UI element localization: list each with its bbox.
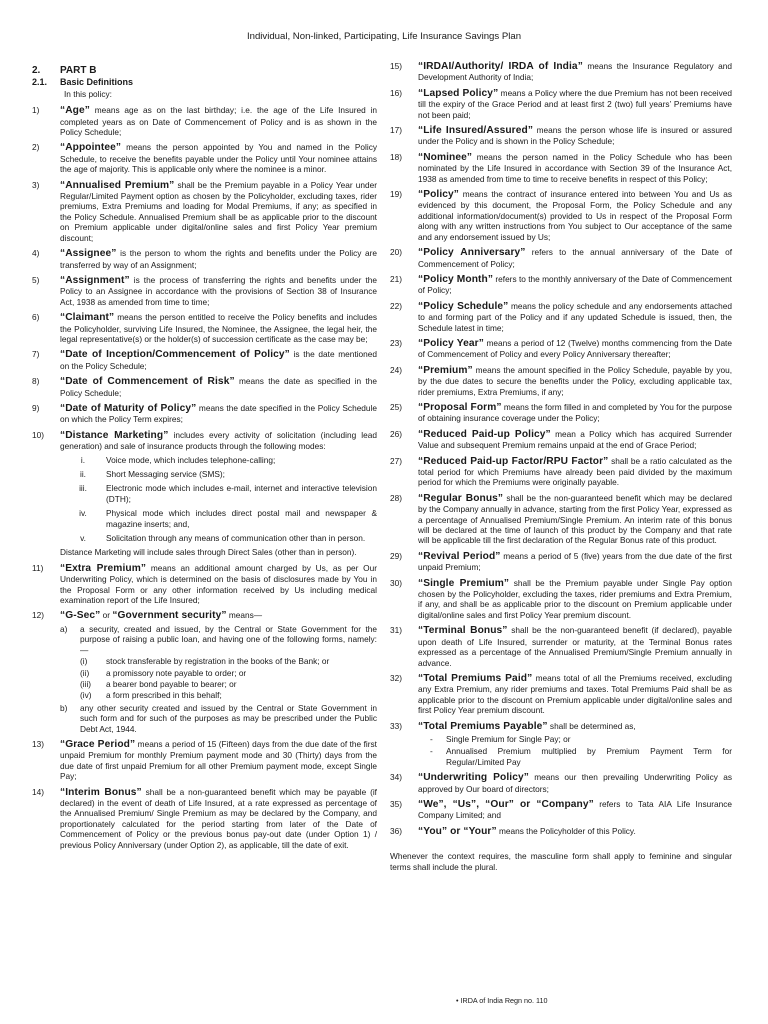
- definition-item: [32, 312, 377, 344]
- definition-text: shall be determined as,: [547, 720, 636, 731]
- definition-text: shall be a non-guaranteed benefit which may be payable (if declared) in the event of death of Life Insured, at a rate expressed as percentage of the Annualised Premium/ Single Premium as may be declared by the Company, and proportionately calculated for the period starting from later of the Date of Commencement of Policy or the previous bonus pay-out date (under Option 1) / previous Policy Anniversary (under Option 2), as applicable, till the date of exit.: [60, 786, 377, 850]
- form-text: a promissory note payable to order; or: [106, 667, 247, 678]
- mode-text: Voice mode, which includes telephone-calling;: [106, 454, 276, 465]
- definition-term: “IRDAI/Authority/ IRDA of India”: [418, 61, 583, 72]
- definition-number: 31): [390, 625, 402, 636]
- definition-item: [390, 721, 732, 768]
- definition-term: “Life Insured/Assured”: [418, 125, 534, 137]
- clause-letter: b): [60, 702, 68, 713]
- definition-number: 23): [390, 337, 402, 348]
- definition-text: means the contract of insurance entered into between You and Us as evidenced by this document, the Proposal Form, the Policy Schedule and any additional information/document(s) provided to Us in respect of the Proposal Form along with any written instructions from You subject to Our acceptance of the same and any endorsement issued by Us;: [418, 189, 732, 242]
- definition-number: 28): [390, 492, 402, 503]
- definition-text: is the date mentioned on the Policy Schedule;: [60, 349, 377, 371]
- definition-term: “Premium”: [418, 364, 473, 376]
- definition-item: [32, 403, 377, 425]
- definition-term-alt: “Government security”: [112, 610, 227, 622]
- dash-marker: -: [430, 733, 433, 744]
- definition-term: “Age”: [60, 105, 90, 117]
- definition-text: means the person appointed by You and named in the Policy Schedule, to receive the benefits payable under the Policy until Your nominee attains the age of majority. This is applicable only where the nominee is a minor.: [60, 142, 377, 175]
- mode-item: [60, 533, 377, 543]
- definition-number: 17): [390, 125, 402, 136]
- subsection-number: 2.1.: [32, 77, 48, 88]
- definition-text: shall be the non-guaranteed benefit which may be declared by the Company annually in advance, starting from the first Policy Year, expressed as a percentage of Annualised Premium/Single Premium. An interim rate of this bonus will be declared at the time of launch of this product by the Company and that rate will be applicable till the first declaration of the Regular Bonus rate of this product.: [418, 492, 732, 546]
- definition-term: “Regular Bonus”: [418, 492, 504, 504]
- definition-text: means the policy schedule and any endorsements attached to and forming part of the Policy and if any updated Schedule is issued, then, the Schedule latest in time;: [418, 300, 732, 333]
- definition-text: means the person whose life is insured or assured under the Policy and is shown in the Policy Schedule;: [418, 125, 732, 147]
- definition-number: 9): [32, 402, 40, 413]
- gsec-form-item: [80, 690, 377, 700]
- definition-number: 14): [32, 786, 44, 797]
- definition-text: means the person named in the Policy Schedule who has been nominated by the Life Insured in accordance with Section 39 of the Insurance Act, 1938 as amended from time to time to receive benefits in respect of this Policy;: [418, 151, 732, 184]
- definition-term: “Terminal Bonus”: [418, 625, 508, 637]
- definition-term: “Lapsed Policy”: [418, 87, 499, 99]
- definition-item: [390, 61, 732, 83]
- definition-term: “Appointee”: [60, 142, 122, 154]
- definition-item: [32, 142, 377, 174]
- definition-term: “Extra Premium”: [60, 562, 147, 574]
- definition-text: mean a Policy which has acquired Surrender Value and subsequent Premium remains unpaid at the end of Grace Period;: [418, 428, 732, 451]
- clause-text: any other security created and issued by the Central or State Government in such form and for such of the purposes as may be prescribed under the Public Debt Act, 1944.: [80, 702, 377, 734]
- definition-term: “You” or “Your”: [418, 825, 497, 837]
- mode-text: Physical mode which includes direct postal mail and newspaper & magazine inserts; and,: [106, 508, 377, 529]
- definition-number: 20): [390, 247, 402, 258]
- definition-item: [32, 248, 377, 270]
- definition-number: 30): [390, 577, 402, 588]
- definition-item: [32, 275, 377, 307]
- definition-number: 33): [390, 720, 402, 731]
- mode-number: i.: [80, 454, 86, 465]
- definition-connector: or: [100, 610, 113, 621]
- definition-item: [390, 402, 732, 424]
- mode-number: iv.: [79, 508, 87, 519]
- definition-item: [390, 578, 732, 621]
- mode-item: [60, 508, 377, 529]
- definition-number: 22): [390, 300, 402, 311]
- definition-item: [390, 772, 732, 794]
- definition-term: “We”, “Us”, “Our” or “Company”: [418, 798, 594, 810]
- definition-number: 3): [32, 179, 40, 190]
- definition-term: “Policy Anniversary”: [418, 247, 526, 259]
- definition-text: means the Policyholder of this Policy.: [496, 825, 636, 836]
- form-number: (i): [80, 656, 88, 667]
- regn-footer: • IRDA of India Regn no. 110: [456, 996, 548, 1005]
- form-number: (ii): [80, 667, 90, 678]
- definition-text: means the person entitled to receive the Policy benefits and includes the Policyholder, surviving Life Insured, the Nominee, the Assignee, the legal heir, the legal representative(s) or the holder(s) of succession certificate as the case may be;: [60, 312, 377, 344]
- mode-number: ii.: [80, 469, 86, 479]
- definition-text: means a period of 15 (Fifteen) days from the due date of the first unpaid Premium for monthly Premium payment mode and 30 (Thirty) days from the due date of first unpaid Premium for all other Premium payment mode, except Single Pay;: [60, 738, 377, 782]
- definition-text: shall be the Premium payable in a Policy Year under Regular/Limited Payment option as chosen by the Policyholder, excluding taxes, rider premiums, Extra Premiums and loading for Modal Premiums, if any; as specified in the Policy Schedule. Annualised Premium shall be as applicable prior to the discount on Premium applicable under digital/online sales and first Policy Year premium discount;: [60, 179, 377, 243]
- definition-item: [390, 493, 732, 546]
- definition-item: [390, 365, 732, 397]
- definition-term: “Total Premiums Payable”: [418, 720, 548, 732]
- definition-item: [32, 610, 377, 733]
- definition-text: means the Insurance Regulatory and Development Authority of India;: [418, 61, 732, 83]
- gsec-form-item: [80, 679, 377, 689]
- mode-text: Short Messaging service (SMS);: [106, 469, 225, 479]
- definition-term: “Claimant”: [60, 312, 115, 324]
- dash-marker: -: [430, 746, 433, 757]
- definition-text: means the date as specified in the Policy Schedule;: [60, 376, 377, 398]
- clause-text: a security, created and issued, by the Central or State Government for the purpose of raising a public loan, and having one of the following forms, namely:—: [80, 623, 377, 655]
- definition-number: 34): [390, 772, 402, 783]
- definition-text: refers to the monthly anniversary of the Date of Commencement of Policy;: [418, 273, 732, 296]
- definition-item: [390, 274, 732, 296]
- definition-text: means our then prevailing Underwriting Policy as approved by Our board of directors;: [418, 772, 732, 794]
- definition-term: “Reduced Paid-up Factor/RPU Factor”: [418, 455, 609, 467]
- form-text: a form prescribed in this behalf;: [106, 690, 222, 701]
- definition-number: 24): [390, 364, 402, 375]
- definition-term: “Single Premium”: [418, 577, 510, 589]
- mode-text: Electronic mode which includes e-mail, internet and interactive television (DTH);: [106, 483, 377, 504]
- definition-item: [390, 673, 732, 716]
- definition-text: means the date specified in the Policy Schedule on which the Policy Term expires;: [60, 402, 377, 425]
- form-text: stock transferable by registration in the books of the Bank; or: [106, 656, 330, 667]
- mode-number: v.: [80, 533, 86, 544]
- definition-text: means a period of 12 (Twelve) months commencing from the Date of Commencement of Policy and every Policy Anniversary thereafter;: [418, 337, 732, 360]
- definition-term: “Distance Marketing”: [60, 429, 169, 441]
- definition-term: “Date of Commencement of Risk”: [60, 376, 235, 388]
- subsection-title: Basic Definitions: [60, 77, 134, 88]
- definition-item: [32, 180, 377, 243]
- closing-paragraph: Whenever the context requires, the masculine form shall apply to feminine and singular terms shall include the plural.: [390, 851, 732, 872]
- definition-text: refers to Tata AIA Life Insurance Company Limited; and: [418, 798, 732, 821]
- subsection-heading: [32, 77, 377, 87]
- definition-item: [390, 247, 732, 269]
- definition-item: [390, 799, 732, 821]
- definition-number: 19): [390, 189, 402, 200]
- form-number: (iv): [80, 690, 92, 701]
- definition-term: “Reduced Paid-up Policy”: [418, 428, 551, 440]
- definition-item: [390, 88, 732, 120]
- mode-item: [60, 455, 377, 465]
- definition-item: [390, 301, 732, 333]
- definition-item: [390, 189, 732, 242]
- total-premiums-payable-item: [418, 746, 732, 767]
- definition-text: shall be a ratio calculated as the total period for which Premiums have already been paid divided by the maximum period for which the Premiums were originally payable.: [418, 455, 732, 488]
- definition-number: 29): [390, 550, 402, 561]
- definition-item: [32, 349, 377, 371]
- definition-number: 27): [390, 455, 402, 466]
- definition-term: “Underwriting Policy”: [418, 772, 529, 784]
- definition-text: shall be the non-guaranteed benefit (if declared), payable upon death of Life Insured, surrender or maturity, at the Terminal Bonus rates expressed as a percentage of the Annualised Premium/Single Premium annually in advance.: [418, 625, 732, 668]
- definition-text: shall be the Premium payable under Single Pay option chosen by the Policyholder, excluding the taxes, rider premiums and Extra Premium, if any, and shall be as applicable prior to the discount on Premium applicable under digital/online sales and first Policy Year premium discount.: [418, 577, 733, 620]
- form-number: (iii): [80, 678, 92, 689]
- gsec-clause-b: [60, 703, 377, 734]
- definition-item: [390, 826, 732, 837]
- definition-number: 13): [32, 738, 44, 749]
- definition-number: 16): [390, 87, 402, 98]
- section-title: PART B: [60, 65, 97, 76]
- definition-item: [32, 376, 377, 398]
- distance-marketing-note: Distance Marketing will include sales through Direct Sales (other than in person).: [60, 547, 357, 558]
- definition-term: “Revival Period”: [418, 550, 501, 562]
- definition-number: 2): [32, 142, 40, 153]
- definition-term: “Interim Bonus”: [60, 786, 142, 798]
- definition-number: 25): [390, 401, 402, 412]
- definition-text: means a period of 5 (five) years from the due date of the first unpaid Premium;: [418, 550, 732, 573]
- definition-item: [32, 739, 377, 782]
- definition-item: [390, 456, 732, 488]
- definition-item: [390, 125, 732, 147]
- definition-number: 36): [390, 825, 402, 836]
- definition-term: “G-Sec”: [60, 610, 101, 622]
- definition-item: [390, 625, 732, 668]
- definition-item: [32, 563, 377, 606]
- definition-text: means age as on the last birthday; i.e. the age of the Life Insured in completed years as on Date of Commencement of Policy and is as shown in the Policy Schedule;: [60, 105, 377, 138]
- mode-text: Solicitation through any means of communication other than in person.: [106, 533, 366, 544]
- definition-text: includes every activity of solicitation (including lead generation) and sale of insurance products through the following modes:: [60, 429, 377, 452]
- gsec-form-item: [80, 656, 377, 666]
- definition-term: “Date of Maturity of Policy”: [60, 402, 197, 414]
- definition-number: 8): [32, 376, 40, 387]
- mode-number: iii.: [79, 483, 87, 494]
- definition-term: “Assignment”: [60, 274, 130, 286]
- definition-item: [32, 787, 377, 850]
- definition-text: is the person to whom the rights and benefits under the Policy are transferred by way of an Assignment;: [60, 248, 377, 270]
- definition-number: 26): [390, 428, 402, 439]
- definition-term: “Policy”: [418, 189, 459, 201]
- total-premiums-payable-text: Annualised Premium multiplied by Premium Payment Term for Regular/Limited Pay: [446, 746, 732, 767]
- definition-term: “Nominee”: [418, 151, 473, 163]
- definition-text: means an additional amount charged by Us, as per Our Underwriting Policy, which is determined on the basis of disclosures made by You in the Proposal Form or any other information received by Us including medical examination report of the Life Insured;: [60, 562, 377, 606]
- definition-item: [32, 430, 377, 558]
- gsec-clause-a: [60, 624, 377, 701]
- definition-item: [390, 551, 732, 573]
- definition-number: 21): [390, 273, 402, 284]
- definition-number: 35): [390, 798, 402, 809]
- mode-item: [60, 469, 377, 479]
- definition-text: means—: [226, 610, 263, 621]
- definition-item: [32, 105, 377, 137]
- definition-text: means total of all the Premiums received, excluding any Extra Premium, any rider premiums and taxes. Total Premiums Paid shall be as applicable prior to the discount on Premium applicable under digital/online sales and first Policy Year premium discount.: [418, 672, 732, 716]
- definition-item: [390, 152, 732, 184]
- definition-text: means the amount specified in the Policy Schedule, payable by you, by the due dates to secure the benefits under the Policy, excluding applicable tax, rider premiums, Extra Premiums, if any;: [418, 364, 732, 397]
- definition-number: 7): [32, 349, 40, 360]
- definition-term: “Policy Month”: [418, 273, 494, 285]
- definition-term: “Policy Year”: [418, 337, 484, 349]
- form-text: a bearer bond payable to bearer; or: [106, 678, 237, 689]
- definition-number: 32): [390, 672, 402, 683]
- page-header: Individual, Non-linked, Participating, Life Insurance Savings Plan: [246, 31, 522, 42]
- definition-text: means the form filled in and completed by You for the purpose of obtaining insurance coverage under the Policy;: [418, 401, 733, 424]
- definition-number: 4): [32, 248, 40, 259]
- gsec-form-item: [80, 668, 377, 678]
- definition-term: “Policy Schedule”: [418, 300, 509, 312]
- definition-text: means a Policy where the due Premium has not been received till the expiry of the Grace Period and at least first 2 (two) full years’ Premiums have not been paid;: [418, 87, 732, 120]
- subsection-intro: In this policy:: [64, 88, 112, 99]
- definition-term: “Date of Inception/Commencement of Policy”: [60, 349, 290, 361]
- definition-number: 18): [390, 151, 402, 162]
- definition-term: “Annualised Premium”: [60, 179, 175, 191]
- section-number: 2.: [32, 65, 41, 76]
- total-premiums-payable-text: Single Premium for Single Pay; or: [446, 733, 571, 744]
- definition-item: [390, 429, 732, 451]
- definition-number: 1): [32, 105, 40, 116]
- definition-text: refers to the annual anniversary of the Date of Commencement of Policy;: [418, 247, 733, 269]
- definition-term: “Grace Period”: [60, 738, 136, 750]
- definition-term: “Total Premiums Paid”: [418, 672, 533, 684]
- definition-number: 15): [390, 61, 402, 71]
- section-heading: [32, 66, 377, 76]
- clause-letter: a): [60, 623, 68, 634]
- definition-number: 10): [32, 429, 44, 440]
- definition-number: 11): [32, 562, 44, 573]
- definition-number: 5): [32, 274, 40, 285]
- definition-term: “Assignee”: [60, 248, 117, 260]
- definition-term: “Proposal Form”: [418, 401, 502, 413]
- mode-item: [60, 483, 377, 504]
- definition-number: 6): [32, 312, 40, 323]
- definition-item: [390, 338, 732, 360]
- left-column: [32, 62, 377, 855]
- total-premiums-payable-item: [418, 734, 732, 744]
- definition-text: is the process of transferring the rights and benefits under the Policy to an Assignee in accordance with the provisions of Section 38 of Insurance Act, 1938 as amended from time to time;: [60, 274, 377, 307]
- definition-number: 12): [32, 610, 44, 621]
- right-column: [390, 61, 732, 872]
